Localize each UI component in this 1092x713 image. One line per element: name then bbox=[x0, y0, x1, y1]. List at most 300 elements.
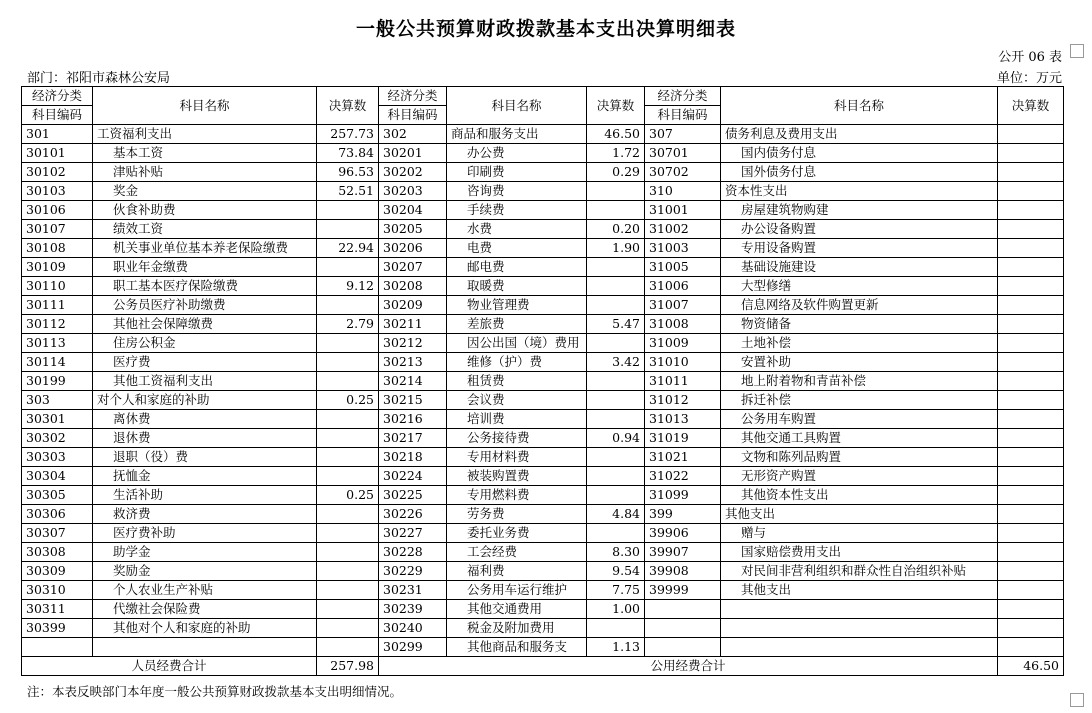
amount-cell bbox=[317, 372, 379, 391]
page-title: 一般公共预算财政拨款基本支出决算明细表 bbox=[355, 18, 736, 40]
item-name-cell: 其他工资福利支出 bbox=[93, 372, 317, 391]
item-name-cell: 助学金 bbox=[93, 543, 317, 562]
item-name-cell: 大型修缮 bbox=[721, 277, 998, 296]
code-cell: 30204 bbox=[379, 201, 447, 220]
code-cell: 30399 bbox=[22, 619, 93, 638]
amount-cell bbox=[998, 600, 1064, 619]
code-cell: 30108 bbox=[22, 239, 93, 258]
amount-cell bbox=[587, 467, 645, 486]
code-cell: 31010 bbox=[645, 353, 721, 372]
item-name-cell: 基本工资 bbox=[93, 144, 317, 163]
item-name-cell: 邮电费 bbox=[447, 258, 587, 277]
item-name-cell: 专用材料费 bbox=[447, 448, 587, 467]
amount-cell bbox=[998, 619, 1064, 638]
amount-cell bbox=[998, 467, 1064, 486]
amount-cell bbox=[317, 638, 379, 657]
code-cell: 30213 bbox=[379, 353, 447, 372]
item-name-cell: 奖金 bbox=[93, 182, 317, 201]
amount-cell bbox=[998, 543, 1064, 562]
table-row bbox=[22, 296, 1064, 315]
code-header-2-line2: 科目编码 bbox=[379, 106, 447, 125]
item-name-cell: 基础设施建设 bbox=[721, 258, 998, 277]
item-name-cell: 退职（役）费 bbox=[93, 448, 317, 467]
amount-cell bbox=[317, 448, 379, 467]
code-cell: 39999 bbox=[645, 581, 721, 600]
amount-cell bbox=[587, 258, 645, 277]
amount-cell bbox=[998, 239, 1064, 258]
amount-cell: 5.47 bbox=[587, 315, 645, 334]
code-cell: 30107 bbox=[22, 220, 93, 239]
unit-label: 单位：万元 bbox=[996, 71, 1062, 86]
table-row bbox=[22, 334, 1064, 353]
code-cell: 31012 bbox=[645, 391, 721, 410]
amount-cell bbox=[317, 619, 379, 638]
amount-cell: 1.13 bbox=[587, 638, 645, 657]
item-name-cell: 退休费 bbox=[93, 429, 317, 448]
code-cell: 30109 bbox=[22, 258, 93, 277]
item-name-cell bbox=[721, 638, 998, 657]
personnel-total-label: 人员经费合计 bbox=[22, 657, 317, 676]
code-cell: 30208 bbox=[379, 277, 447, 296]
item-name-cell: 公务接待费 bbox=[447, 429, 587, 448]
amount-cell: 52.51 bbox=[317, 182, 379, 201]
code-cell: 30304 bbox=[22, 467, 93, 486]
code-cell: 30103 bbox=[22, 182, 93, 201]
code-cell: 31009 bbox=[645, 334, 721, 353]
amount-cell bbox=[998, 581, 1064, 600]
item-name-cell: 房屋建筑物购建 bbox=[721, 201, 998, 220]
amount-cell: 3.42 bbox=[587, 353, 645, 372]
item-name-cell: 其他对个人和家庭的补助 bbox=[93, 619, 317, 638]
code-cell: 30209 bbox=[379, 296, 447, 315]
code-header-1-line2: 科目编码 bbox=[22, 106, 93, 125]
table-row bbox=[22, 486, 1064, 505]
item-name-cell: 国家赔偿费用支出 bbox=[721, 543, 998, 562]
code-cell: 30207 bbox=[379, 258, 447, 277]
item-name-cell: 物资储备 bbox=[721, 315, 998, 334]
code-cell: 307 bbox=[645, 125, 721, 144]
code-cell: 30212 bbox=[379, 334, 447, 353]
item-name-cell: 手续费 bbox=[447, 201, 587, 220]
amount-cell bbox=[587, 448, 645, 467]
code-cell: 31003 bbox=[645, 239, 721, 258]
code-cell: 30306 bbox=[22, 505, 93, 524]
amount-cell bbox=[317, 220, 379, 239]
amount-cell bbox=[998, 562, 1064, 581]
code-cell bbox=[645, 600, 721, 619]
amount-cell bbox=[998, 448, 1064, 467]
code-cell: 30231 bbox=[379, 581, 447, 600]
department-label: 部门：祁阳市森林公安局 bbox=[27, 71, 171, 86]
code-cell: 31005 bbox=[645, 258, 721, 277]
amount-cell: 0.25 bbox=[317, 486, 379, 505]
amount-cell bbox=[317, 562, 379, 581]
item-name-cell: 物业管理费 bbox=[447, 296, 587, 315]
table-row bbox=[22, 562, 1064, 581]
amount-cell bbox=[317, 410, 379, 429]
amount-cell bbox=[998, 391, 1064, 410]
code-cell: 30305 bbox=[22, 486, 93, 505]
code-cell: 30301 bbox=[22, 410, 93, 429]
code-cell: 31013 bbox=[645, 410, 721, 429]
code-cell: 30110 bbox=[22, 277, 93, 296]
item-name-cell: 离休费 bbox=[93, 410, 317, 429]
item-name-cell: 其他交通工具购置 bbox=[721, 429, 998, 448]
code-cell: 30311 bbox=[22, 600, 93, 619]
code-cell: 31022 bbox=[645, 467, 721, 486]
code-cell: 31007 bbox=[645, 296, 721, 315]
amount-cell bbox=[317, 581, 379, 600]
code-cell: 30214 bbox=[379, 372, 447, 391]
name-header-2: 科目名称 bbox=[447, 87, 587, 125]
amount-cell: 1.72 bbox=[587, 144, 645, 163]
amount-cell bbox=[587, 391, 645, 410]
item-name-cell: 文物和陈列品购置 bbox=[721, 448, 998, 467]
code-cell: 31002 bbox=[645, 220, 721, 239]
amount-cell bbox=[317, 429, 379, 448]
table-row bbox=[22, 638, 1064, 657]
amount-cell: 0.29 bbox=[587, 163, 645, 182]
item-name-cell: 专用设备购置 bbox=[721, 239, 998, 258]
code-cell: 30224 bbox=[379, 467, 447, 486]
code-cell: 30206 bbox=[379, 239, 447, 258]
table-row bbox=[22, 600, 1064, 619]
item-name-cell: 无形资产购置 bbox=[721, 467, 998, 486]
amount-cell bbox=[998, 638, 1064, 657]
amount-cell: 0.25 bbox=[317, 391, 379, 410]
amount-cell bbox=[998, 524, 1064, 543]
code-cell: 30299 bbox=[379, 638, 447, 657]
item-name-cell: 救济费 bbox=[93, 505, 317, 524]
amount-cell bbox=[317, 258, 379, 277]
item-name-cell: 公务用车购置 bbox=[721, 410, 998, 429]
item-name-cell: 国外债务付息 bbox=[721, 163, 998, 182]
code-cell: 30217 bbox=[379, 429, 447, 448]
item-name-cell: 差旅费 bbox=[447, 315, 587, 334]
item-name-cell: 福利费 bbox=[447, 562, 587, 581]
code-cell: 31019 bbox=[645, 429, 721, 448]
amount-cell bbox=[998, 163, 1064, 182]
amount-cell bbox=[317, 524, 379, 543]
code-cell: 30113 bbox=[22, 334, 93, 353]
item-name-cell: 水费 bbox=[447, 220, 587, 239]
code-cell: 30112 bbox=[22, 315, 93, 334]
table-row bbox=[22, 429, 1064, 448]
code-cell: 30211 bbox=[379, 315, 447, 334]
code-cell: 310 bbox=[645, 182, 721, 201]
amount-cell: 2.79 bbox=[317, 315, 379, 334]
amount-cell bbox=[998, 315, 1064, 334]
code-cell: 39908 bbox=[645, 562, 721, 581]
item-name-cell: 赠与 bbox=[721, 524, 998, 543]
table-row bbox=[22, 201, 1064, 220]
item-name-cell: 生活补助 bbox=[93, 486, 317, 505]
form-number: 公开 06 表 bbox=[998, 50, 1062, 65]
table-row bbox=[22, 581, 1064, 600]
item-name-cell: 代缴社会保险费 bbox=[93, 600, 317, 619]
item-name-cell: 拆迁补偿 bbox=[721, 391, 998, 410]
item-name-cell: 其他支出 bbox=[721, 505, 998, 524]
item-name-cell: 住房公积金 bbox=[93, 334, 317, 353]
item-name-cell: 电费 bbox=[447, 239, 587, 258]
code-cell: 31001 bbox=[645, 201, 721, 220]
table-row bbox=[22, 125, 1064, 144]
amount-cell bbox=[998, 220, 1064, 239]
amount-cell bbox=[587, 619, 645, 638]
footnote: 注：本表反映部门本年度一般公共预算财政拨款基本支出明细情况。 bbox=[27, 684, 403, 699]
table-row bbox=[22, 619, 1064, 638]
item-name-cell: 地上附着物和青苗补偿 bbox=[721, 372, 998, 391]
code-cell: 30205 bbox=[379, 220, 447, 239]
table-row bbox=[22, 353, 1064, 372]
amount-cell bbox=[317, 296, 379, 315]
item-name-cell: 债务利息及费用支出 bbox=[721, 125, 998, 144]
amount-header-3: 决算数 bbox=[998, 87, 1064, 125]
item-name-cell: 医疗费 bbox=[93, 353, 317, 372]
amount-cell bbox=[587, 182, 645, 201]
item-name-cell: 公务员医疗补助缴费 bbox=[93, 296, 317, 315]
item-name-cell: 其他商品和服务支 bbox=[447, 638, 587, 657]
item-name-cell: 办公费 bbox=[447, 144, 587, 163]
code-cell: 303 bbox=[22, 391, 93, 410]
table-row bbox=[22, 505, 1064, 524]
item-name-cell: 租赁费 bbox=[447, 372, 587, 391]
personnel-total-value: 257.98 bbox=[317, 657, 379, 676]
amount-cell: 73.84 bbox=[317, 144, 379, 163]
amount-cell: 4.84 bbox=[587, 505, 645, 524]
amount-cell bbox=[998, 125, 1064, 144]
table-row bbox=[22, 524, 1064, 543]
amount-cell: 46.50 bbox=[587, 125, 645, 144]
item-name-cell: 工会经费 bbox=[447, 543, 587, 562]
amount-cell bbox=[998, 182, 1064, 201]
code-cell: 30240 bbox=[379, 619, 447, 638]
item-name-cell: 绩效工资 bbox=[93, 220, 317, 239]
amount-cell bbox=[587, 486, 645, 505]
item-name-cell: 资本性支出 bbox=[721, 182, 998, 201]
code-header-3-line2: 科目编码 bbox=[645, 106, 721, 125]
item-name-cell: 对民间非营利组织和群众性自治组织补贴 bbox=[721, 562, 998, 581]
amount-cell bbox=[317, 600, 379, 619]
code-cell: 30702 bbox=[645, 163, 721, 182]
code-cell: 30203 bbox=[379, 182, 447, 201]
table-row bbox=[22, 467, 1064, 486]
name-header-1: 科目名称 bbox=[93, 87, 317, 125]
item-name-cell: 其他资本性支出 bbox=[721, 486, 998, 505]
code-cell: 30701 bbox=[645, 144, 721, 163]
table-row bbox=[22, 163, 1064, 182]
item-name-cell bbox=[721, 600, 998, 619]
code-cell: 31099 bbox=[645, 486, 721, 505]
item-name-cell: 医疗费补助 bbox=[93, 524, 317, 543]
item-name-cell: 信息网络及软件购置更新 bbox=[721, 296, 998, 315]
item-name-cell: 维修（护）费 bbox=[447, 353, 587, 372]
code-cell: 30215 bbox=[379, 391, 447, 410]
code-cell bbox=[645, 619, 721, 638]
expenditure-table bbox=[21, 86, 1064, 676]
code-cell: 30216 bbox=[379, 410, 447, 429]
item-name-cell: 取暖费 bbox=[447, 277, 587, 296]
amount-cell bbox=[317, 353, 379, 372]
amount-cell bbox=[998, 410, 1064, 429]
table-row bbox=[22, 391, 1064, 410]
amount-cell bbox=[998, 201, 1064, 220]
code-cell: 301 bbox=[22, 125, 93, 144]
code-cell: 30308 bbox=[22, 543, 93, 562]
amount-cell bbox=[998, 353, 1064, 372]
item-name-cell: 专用燃料费 bbox=[447, 486, 587, 505]
item-name-cell: 其他支出 bbox=[721, 581, 998, 600]
amount-cell bbox=[998, 372, 1064, 391]
amount-cell: 9.54 bbox=[587, 562, 645, 581]
code-cell: 30309 bbox=[22, 562, 93, 581]
table-row bbox=[22, 258, 1064, 277]
table-row bbox=[22, 448, 1064, 467]
code-cell: 30310 bbox=[22, 581, 93, 600]
code-cell: 39906 bbox=[645, 524, 721, 543]
public-total-value: 46.50 bbox=[998, 657, 1064, 676]
code-cell bbox=[22, 638, 93, 657]
amount-cell: 1.90 bbox=[587, 239, 645, 258]
table-row bbox=[22, 410, 1064, 429]
item-name-cell: 委托业务费 bbox=[447, 524, 587, 543]
item-name-cell: 办公设备购置 bbox=[721, 220, 998, 239]
table-row bbox=[22, 277, 1064, 296]
item-name-cell: 培训费 bbox=[447, 410, 587, 429]
code-header-1: 经济分类 bbox=[22, 87, 93, 106]
code-cell: 302 bbox=[379, 125, 447, 144]
item-name-cell: 伙食补助费 bbox=[93, 201, 317, 220]
code-cell: 31006 bbox=[645, 277, 721, 296]
code-cell: 30228 bbox=[379, 543, 447, 562]
code-cell: 30202 bbox=[379, 163, 447, 182]
amount-cell: 0.20 bbox=[587, 220, 645, 239]
amount-cell bbox=[587, 334, 645, 353]
amount-cell: 0.94 bbox=[587, 429, 645, 448]
item-name-cell: 印刷费 bbox=[447, 163, 587, 182]
code-cell: 30101 bbox=[22, 144, 93, 163]
item-name-cell: 劳务费 bbox=[447, 505, 587, 524]
code-cell: 30226 bbox=[379, 505, 447, 524]
item-name-cell: 津贴补贴 bbox=[93, 163, 317, 182]
amount-cell bbox=[317, 543, 379, 562]
item-name-cell: 奖励金 bbox=[93, 562, 317, 581]
code-header-3: 经济分类 bbox=[645, 87, 721, 106]
amount-cell bbox=[998, 486, 1064, 505]
item-name-cell: 国内债务付息 bbox=[721, 144, 998, 163]
item-name-cell: 税金及附加费用 bbox=[447, 619, 587, 638]
amount-cell bbox=[998, 505, 1064, 524]
table-row bbox=[22, 220, 1064, 239]
amount-cell bbox=[587, 277, 645, 296]
amount-cell bbox=[998, 429, 1064, 448]
item-name-cell: 土地补偿 bbox=[721, 334, 998, 353]
table-row bbox=[22, 315, 1064, 334]
amount-cell: 257.73 bbox=[317, 125, 379, 144]
code-cell: 30199 bbox=[22, 372, 93, 391]
code-cell: 30302 bbox=[22, 429, 93, 448]
amount-cell bbox=[998, 334, 1064, 353]
amount-cell bbox=[317, 201, 379, 220]
amount-cell: 22.94 bbox=[317, 239, 379, 258]
item-name-cell: 咨询费 bbox=[447, 182, 587, 201]
item-name-cell: 安置补助 bbox=[721, 353, 998, 372]
amount-cell bbox=[587, 524, 645, 543]
item-name-cell: 其他社会保障缴费 bbox=[93, 315, 317, 334]
amount-cell bbox=[587, 372, 645, 391]
corner-marker-bottom bbox=[1070, 693, 1084, 707]
code-cell: 30114 bbox=[22, 353, 93, 372]
item-name-cell: 会议费 bbox=[447, 391, 587, 410]
amount-cell bbox=[587, 296, 645, 315]
item-name-cell: 个人农业生产补贴 bbox=[93, 581, 317, 600]
code-cell: 31008 bbox=[645, 315, 721, 334]
code-header-2: 经济分类 bbox=[379, 87, 447, 106]
totals-row bbox=[22, 657, 1064, 676]
code-cell: 30225 bbox=[379, 486, 447, 505]
table-body bbox=[22, 125, 1064, 657]
code-cell: 30303 bbox=[22, 448, 93, 467]
table-row bbox=[22, 239, 1064, 258]
item-name-cell: 公务用车运行维护 bbox=[447, 581, 587, 600]
amount-cell bbox=[998, 144, 1064, 163]
code-cell: 39907 bbox=[645, 543, 721, 562]
amount-cell bbox=[317, 505, 379, 524]
amount-cell bbox=[998, 296, 1064, 315]
code-cell: 31021 bbox=[645, 448, 721, 467]
table-row bbox=[22, 372, 1064, 391]
amount-cell bbox=[998, 258, 1064, 277]
item-name-cell bbox=[93, 638, 317, 657]
item-name-cell: 商品和服务支出 bbox=[447, 125, 587, 144]
code-cell: 399 bbox=[645, 505, 721, 524]
corner-marker-top bbox=[1070, 44, 1084, 58]
amount-cell: 9.12 bbox=[317, 277, 379, 296]
item-name-cell: 抚恤金 bbox=[93, 467, 317, 486]
code-cell: 30307 bbox=[22, 524, 93, 543]
code-cell bbox=[645, 638, 721, 657]
amount-cell bbox=[317, 467, 379, 486]
code-cell: 30111 bbox=[22, 296, 93, 315]
item-name-cell bbox=[721, 619, 998, 638]
amount-cell: 8.30 bbox=[587, 543, 645, 562]
code-cell: 30227 bbox=[379, 524, 447, 543]
code-cell: 30106 bbox=[22, 201, 93, 220]
item-name-cell: 被装购置费 bbox=[447, 467, 587, 486]
code-cell: 30229 bbox=[379, 562, 447, 581]
code-cell: 30239 bbox=[379, 600, 447, 619]
code-cell: 31011 bbox=[645, 372, 721, 391]
amount-cell bbox=[587, 410, 645, 429]
amount-cell bbox=[998, 277, 1064, 296]
code-cell: 30102 bbox=[22, 163, 93, 182]
item-name-cell: 职工基本医疗保险缴费 bbox=[93, 277, 317, 296]
item-name-cell: 因公出国（境）费用 bbox=[447, 334, 587, 353]
code-cell: 30201 bbox=[379, 144, 447, 163]
amount-cell bbox=[587, 201, 645, 220]
table-row bbox=[22, 144, 1064, 163]
public-total-label: 公用经费合计 bbox=[379, 657, 998, 676]
item-name-cell: 其他交通费用 bbox=[447, 600, 587, 619]
name-header-3: 科目名称 bbox=[721, 87, 998, 125]
amount-cell: 1.00 bbox=[587, 600, 645, 619]
amount-cell: 7.75 bbox=[587, 581, 645, 600]
item-name-cell: 对个人和家庭的补助 bbox=[93, 391, 317, 410]
item-name-cell: 机关事业单位基本养老保险缴费 bbox=[93, 239, 317, 258]
amount-header-2: 决算数 bbox=[587, 87, 645, 125]
code-cell: 30218 bbox=[379, 448, 447, 467]
amount-header-1: 决算数 bbox=[317, 87, 379, 125]
